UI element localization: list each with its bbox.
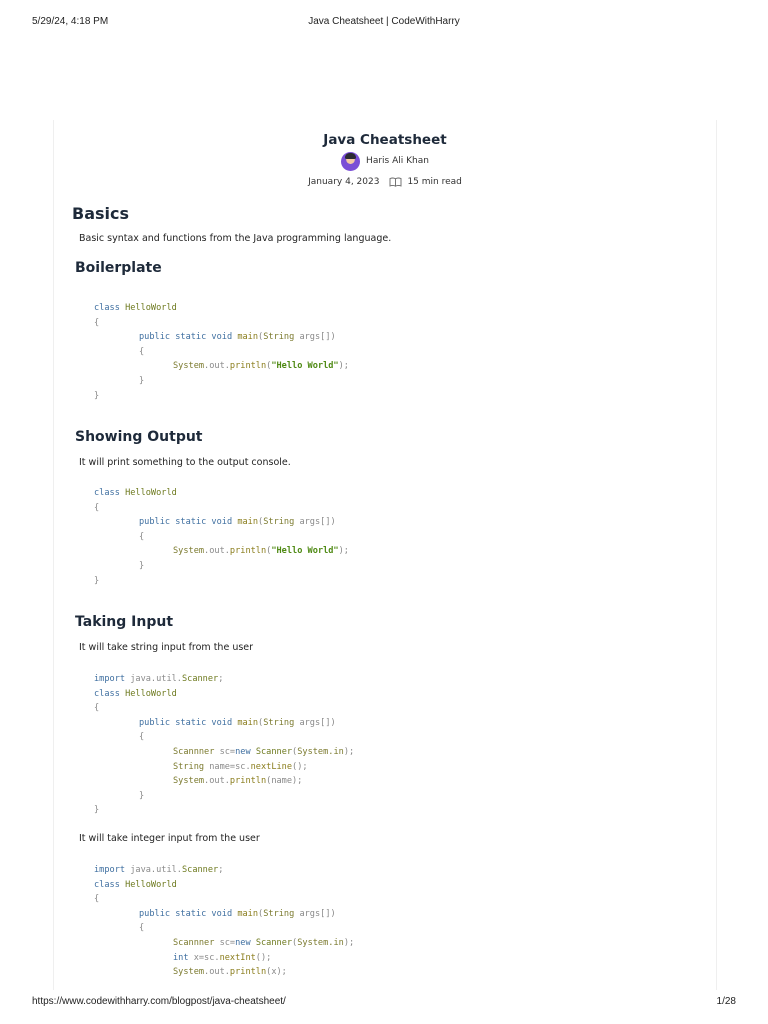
code-line: import java.util.Scanner; bbox=[94, 674, 224, 684]
print-url[interactable]: https://www.codewithharry.com/blogpost/java-cheatsheet/ bbox=[32, 996, 286, 1007]
code-line: System.out.println("Hello World"); bbox=[173, 546, 349, 557]
code-line: { bbox=[94, 894, 100, 905]
code-line: class HelloWorld bbox=[94, 688, 177, 699]
code-line: } bbox=[94, 575, 100, 586]
code-line: { bbox=[94, 703, 100, 714]
code-line: { bbox=[94, 317, 100, 328]
heading-showing-output: Showing Output bbox=[75, 429, 203, 445]
code-line: class HelloWorld bbox=[94, 303, 177, 313]
code-line: public static void main(String args[]) bbox=[139, 908, 336, 919]
code-line: { bbox=[94, 502, 100, 513]
basics-description: Basic syntax and functions from the Java programming language. bbox=[79, 233, 392, 244]
code-line: } bbox=[139, 376, 145, 386]
code-line: { bbox=[139, 732, 145, 743]
author-avatar[interactable] bbox=[341, 152, 360, 171]
taking-input-int-description: It will take integer input from the user bbox=[79, 833, 260, 844]
book-icon bbox=[389, 177, 402, 187]
code-line: } bbox=[94, 805, 100, 816]
code-line: String name=sc.nextLine(); bbox=[173, 761, 308, 772]
print-header bbox=[32, 16, 736, 30]
code-line: class HelloWorld bbox=[94, 488, 177, 498]
code-line: { bbox=[139, 346, 145, 357]
read-time-label: 15 min read bbox=[407, 177, 462, 187]
code-line: System.out.println(name); bbox=[173, 776, 303, 787]
code-line: System.out.println("Hello World"); bbox=[173, 361, 349, 372]
code-line: } bbox=[94, 390, 100, 401]
author-row[interactable] bbox=[54, 151, 716, 171]
code-line: import java.util.Scanner; bbox=[94, 865, 224, 875]
code-line: { bbox=[139, 531, 145, 542]
heading-taking-input: Taking Input bbox=[75, 614, 174, 630]
code-line: public static void main(String args[]) bbox=[139, 717, 336, 728]
code-line: public static void main(String args[]) bbox=[139, 517, 336, 528]
code-line: } bbox=[139, 790, 145, 801]
code-line: { bbox=[139, 923, 145, 934]
code-line: Scannner sc=new Scanner(System.in); bbox=[173, 938, 355, 948]
author-name[interactable]: Haris Ali Khan bbox=[366, 156, 429, 166]
taking-input-string-description: It will take string input from the user bbox=[79, 642, 254, 653]
read-time bbox=[389, 177, 461, 187]
post-date: January 4, 2023 bbox=[308, 177, 380, 187]
heading-basics: Basics bbox=[72, 204, 130, 223]
showing-output-description: It will print something to the output console. bbox=[79, 457, 291, 468]
print-page-title: Java Cheatsheet | CodeWithHarry bbox=[308, 16, 460, 27]
print-datetime: 5/29/24, 4:18 PM bbox=[32, 16, 109, 27]
post-title: Java Cheatsheet bbox=[323, 132, 447, 148]
code-line: System.out.println(x); bbox=[173, 967, 287, 978]
print-page-number: 1/28 bbox=[716, 996, 736, 1007]
heading-boilerplate: Boilerplate bbox=[75, 260, 162, 276]
print-footer bbox=[32, 996, 736, 1010]
code-line: class HelloWorld bbox=[94, 879, 177, 890]
code-line: } bbox=[139, 561, 145, 571]
post-meta bbox=[54, 177, 716, 187]
blog-post-card bbox=[53, 120, 717, 990]
code-line: int x=sc.nextInt(); bbox=[173, 952, 272, 963]
code-line: public static void main(String args[]) bbox=[139, 332, 336, 343]
code-line: Scannner sc=new Scanner(System.in); bbox=[173, 747, 355, 757]
